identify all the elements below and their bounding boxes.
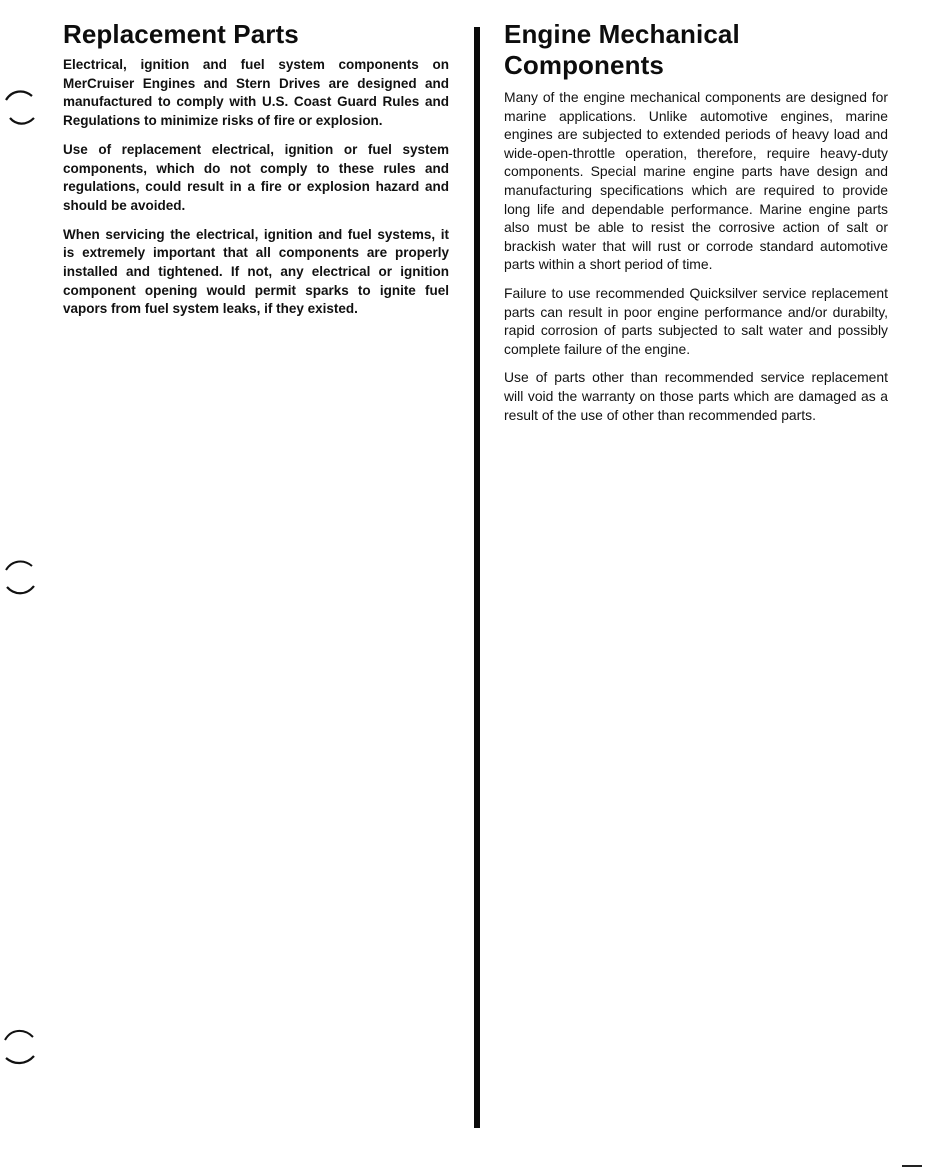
column-divider bbox=[474, 27, 480, 1128]
binder-hole-icon bbox=[2, 1027, 36, 1067]
engine-mechanical-components-section bbox=[504, 0, 888, 434]
page-edge-mark bbox=[902, 1165, 922, 1167]
binder-hole-icon bbox=[2, 558, 36, 598]
replacement-parts-paragraph: When servicing the electrical, ignition and fuel systems, it is extremely important that all components are properly installed and tightened. If not, any electrical or ignition component opening would permit sparks to ignite fuel vapors from fuel system leaks, if they existed. bbox=[63, 226, 449, 317]
engine-mechanical-paragraph: Many of the engine mechanical components are designed for marine applications. Unlike automotive engines, marine engines are subjected to extended periods of heavy load and wide-open-throttle operation, therefore, require heavy-duty components. Special marine engine parts have design and manufacturing specifications which are required to provide long life and dependable performance. Marine engine parts also must be able to resist the corrosive action of salt or brackish water that will rust or corrode standard automotive parts within a short period of time. bbox=[504, 89, 888, 273]
replacement-parts-paragraph: Electrical, ignition and fuel system components on MerCruiser Engines and Stern Drives are designed and manufactured to comply with U.S. Coast Guard Rules and Regulations to minimize risks of fire or explosion. bbox=[63, 57, 449, 129]
replacement-parts-heading: Replacement Parts bbox=[63, 19, 299, 49]
engine-mechanical-paragraph: Use of parts other than recommended service replacement will void the warranty on those parts which are damaged as a result of the use of other than recommended parts. bbox=[504, 369, 888, 423]
engine-mechanical-paragraph: Failure to use recommended Quicksilver service replacement parts can result in poor engine performance and/or durabilty, rapid corrosion of parts subjected to salt water and possibly complete failure of the engine. bbox=[504, 284, 888, 357]
replacement-parts-section bbox=[63, 0, 449, 329]
binder-hole-icon bbox=[2, 88, 36, 128]
engine-mechanical-components-heading: Engine Mechanical Components bbox=[504, 19, 740, 80]
replacement-parts-paragraph: Use of replacement electrical, ignition or fuel system components, which do not comply to these rules and regulations, could result in a fire or explosion hazard and should be avoided. bbox=[63, 141, 449, 213]
